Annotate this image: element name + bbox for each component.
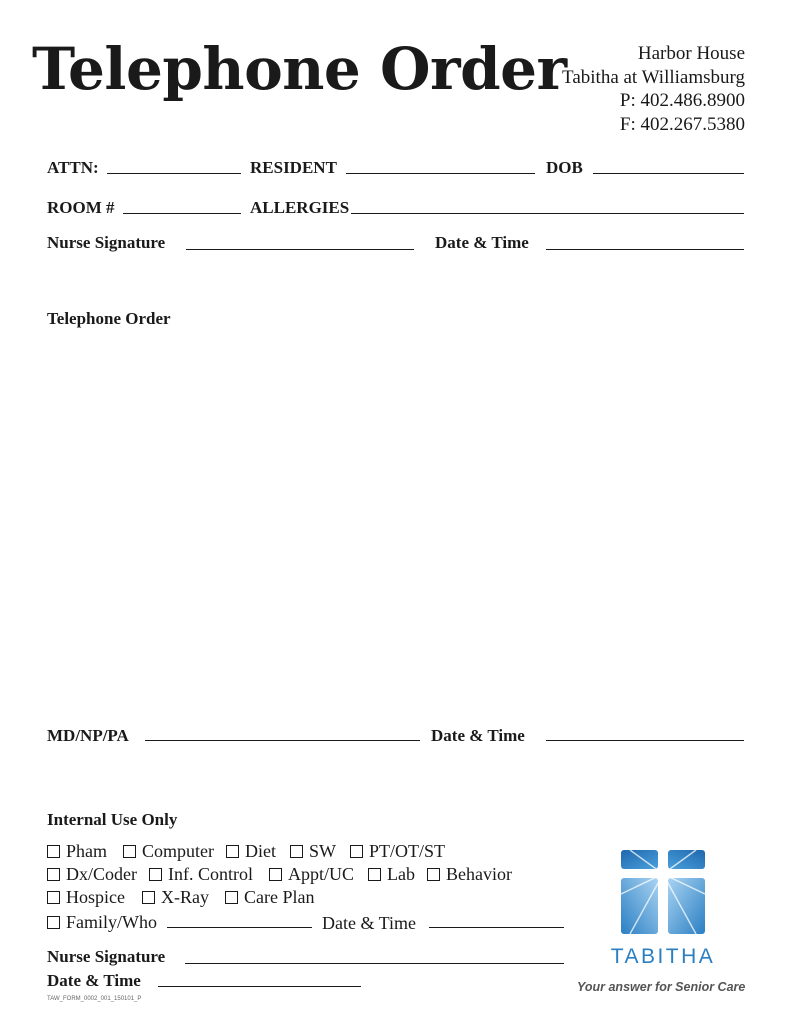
checkbox-label: Pham [66, 841, 108, 861]
tabitha-cross-logo-icon [620, 850, 707, 935]
checkbox-family-who[interactable] [47, 911, 157, 933]
checkbox-pt-ot-st[interactable] [350, 840, 445, 862]
internal-date-time-field[interactable] [429, 927, 564, 928]
checkbox-pham[interactable] [47, 840, 107, 862]
checkbox-box[interactable] [47, 868, 60, 881]
date-time-label: Date & Time [435, 233, 529, 252]
checkbox-label: Hospice [66, 887, 125, 907]
internal-nurse-signature-field[interactable] [185, 963, 564, 964]
provider-label: MD/NP/PA [47, 726, 129, 745]
allergies-label: ALLERGIES [250, 198, 350, 217]
checkbox-box[interactable] [290, 845, 303, 858]
attn-label: ATTN: [47, 158, 99, 177]
checkbox-box[interactable] [149, 868, 162, 881]
checkbox-label: Lab [387, 864, 415, 884]
family-who-field[interactable] [167, 927, 312, 928]
checkbox-computer[interactable] [123, 840, 214, 862]
provider-date-time-label: Date & Time [431, 726, 525, 745]
order-text-area[interactable] [47, 336, 744, 716]
checkbox-label: Behavior [446, 864, 512, 884]
checkbox-lab[interactable] [368, 863, 415, 885]
checkbox-box[interactable] [226, 845, 239, 858]
room-field[interactable] [123, 213, 241, 214]
checkbox-label: SW [309, 841, 337, 861]
checkbox-box[interactable] [47, 916, 60, 929]
internal-nurse-signature-label: Nurse Signature [47, 947, 166, 966]
checkbox-box[interactable] [427, 868, 440, 881]
date-time-field[interactable] [546, 249, 744, 250]
dob-field[interactable] [593, 173, 744, 174]
checkbox-x-ray[interactable] [142, 886, 209, 908]
checkbox-box[interactable] [142, 891, 155, 904]
checkbox-box[interactable] [269, 868, 282, 881]
internal-date-time-label: Date & Time [322, 913, 417, 933]
room-label: ROOM # [47, 198, 115, 217]
checkbox-row-2 [47, 863, 512, 885]
checkbox-row-1 [47, 840, 445, 862]
checkbox-row-3 [47, 886, 314, 908]
checkbox-box[interactable] [123, 845, 136, 858]
checkbox-label: Care Plan [243, 887, 315, 907]
checkbox-box[interactable] [47, 845, 60, 858]
resident-field[interactable] [346, 173, 535, 174]
nurse-signature-label: Nurse Signature [47, 233, 166, 252]
internal-final-date-time-field[interactable] [158, 986, 361, 987]
phone-number: P: 402.486.8900 [619, 90, 745, 111]
attn-field[interactable] [107, 173, 241, 174]
checkbox-inf-control[interactable] [149, 863, 253, 885]
tabitha-tagline: Your answer for Senior Care [577, 980, 746, 994]
fax-number: F: 402.267.5380 [619, 113, 745, 135]
facility-name: Harbor House [637, 43, 745, 64]
contact-block [562, 42, 745, 136]
checkbox-box[interactable] [225, 891, 238, 904]
checkbox-appt-uc[interactable] [269, 863, 354, 885]
checkbox-hospice[interactable] [47, 886, 125, 908]
checkbox-label: Computer [142, 841, 215, 861]
checkbox-dx-coder[interactable] [47, 863, 137, 885]
provider-field[interactable] [145, 740, 420, 741]
checkbox-label: Diet [245, 841, 277, 861]
checkbox-box[interactable] [47, 891, 60, 904]
internal-use-heading: Internal Use Only [47, 810, 178, 829]
checkbox-label: Inf. Control [168, 864, 253, 884]
internal-final-date-time-label: Date & Time [47, 971, 141, 990]
checkbox-label: Appt/UC [288, 864, 355, 884]
provider-date-time-field[interactable] [546, 740, 744, 741]
form-title: Telephone Order [32, 35, 567, 103]
checkbox-label: Dx/Coder [66, 864, 137, 884]
nurse-signature-field[interactable] [186, 249, 414, 250]
checkbox-behavior[interactable] [427, 863, 512, 885]
resident-label: RESIDENT [250, 158, 337, 177]
checkbox-label: Family/Who [66, 912, 157, 932]
checkbox-care-plan[interactable] [225, 886, 314, 908]
checkbox-sw[interactable] [290, 840, 336, 862]
order-heading: Telephone Order [47, 309, 171, 328]
checkbox-box[interactable] [350, 845, 363, 858]
checkbox-diet[interactable] [226, 840, 276, 862]
checkbox-label: PT/OT/ST [369, 841, 446, 861]
facility-location: Tabitha at Williamsburg [562, 66, 745, 88]
dob-label: DOB [546, 158, 583, 177]
checkbox-box[interactable] [368, 868, 381, 881]
tabitha-wordmark: TABITHA [610, 945, 716, 968]
form-code: TAW_FORM_0002_001_150101_P [47, 996, 142, 1002]
allergies-field[interactable] [351, 213, 744, 214]
checkbox-label: X-Ray [160, 887, 209, 907]
